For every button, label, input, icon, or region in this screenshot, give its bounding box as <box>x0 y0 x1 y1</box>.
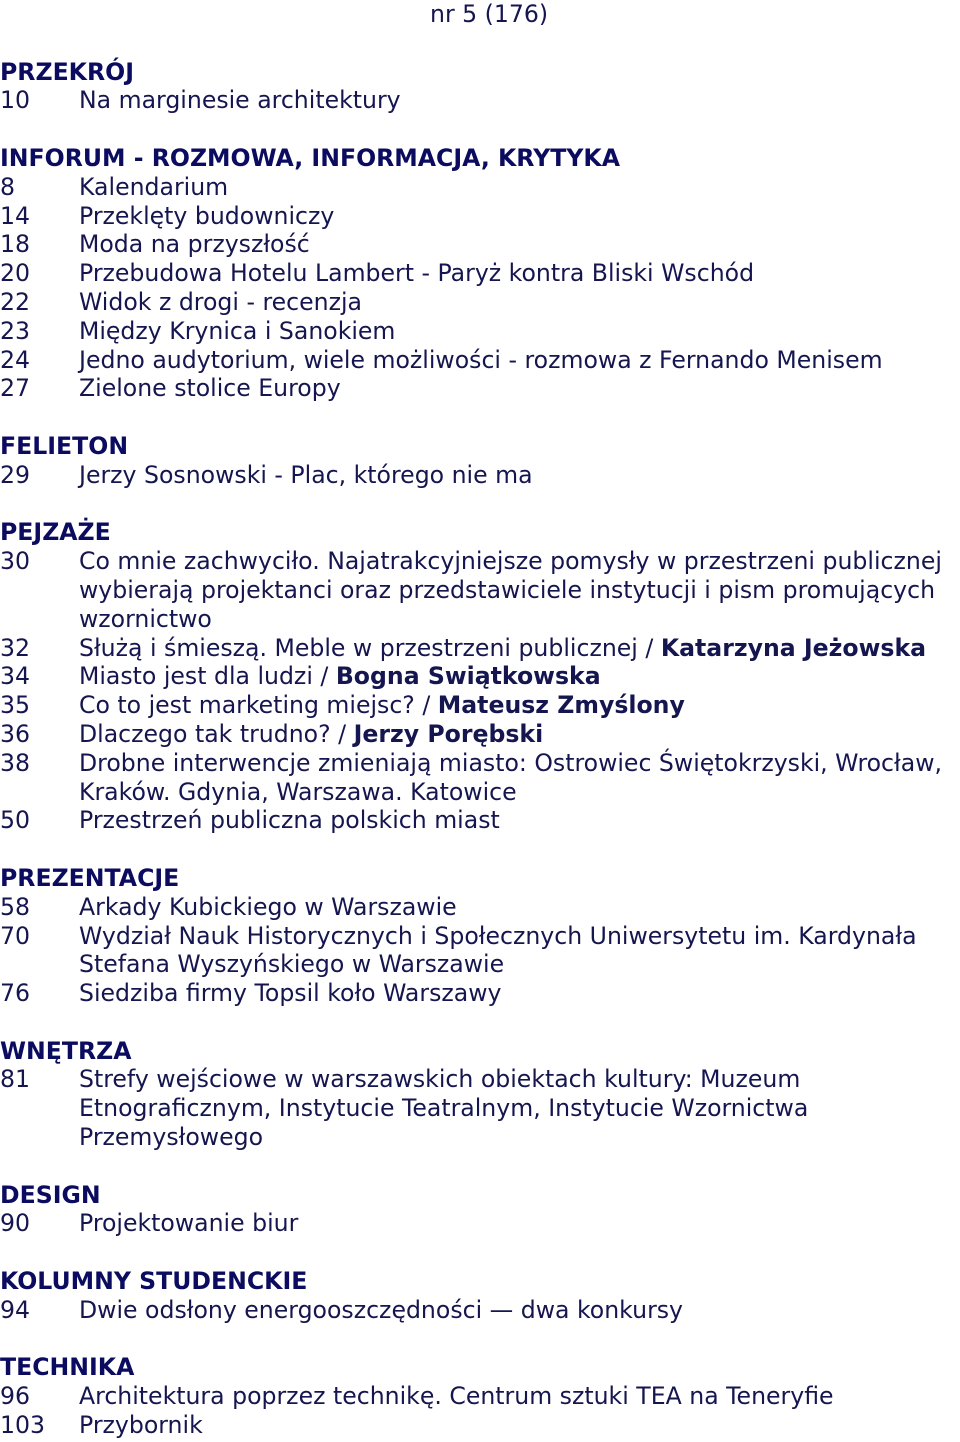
entry-title <box>79 1296 960 1325</box>
issue-number: nr 5 (176) <box>430 0 549 28</box>
entry-title-line <box>79 1382 960 1411</box>
entry-title <box>79 288 960 317</box>
page-number: 70 <box>0 921 31 950</box>
entry-title-text: wybierają projektanci oraz przedstawiciele instytucji i pism promujących <box>79 575 936 604</box>
entry-title-text: Przeklęty budowniczy <box>79 201 335 230</box>
entry-title <box>79 979 960 1008</box>
page-number: 8 <box>0 172 16 201</box>
toc-entry <box>0 259 960 288</box>
page-number: 22 <box>0 287 31 316</box>
entry-title-line <box>79 1296 960 1325</box>
page-number: 90 <box>0 1209 31 1238</box>
toc-section <box>0 58 960 116</box>
section-heading: PEJZAŻE <box>0 518 111 547</box>
entry-title <box>79 922 960 980</box>
entry-title-line <box>79 259 960 288</box>
entry-title-line <box>79 634 960 663</box>
entry-title-line <box>79 806 960 835</box>
entry-title-line <box>79 461 960 490</box>
toc-entry <box>0 634 960 663</box>
entry-title <box>79 634 960 663</box>
toc-section <box>0 144 960 403</box>
page-number: 103 <box>0 1411 46 1440</box>
entry-author: Mateusz Zmyślony <box>437 691 685 720</box>
page-number: 27 <box>0 374 31 403</box>
page-number: 29 <box>0 460 31 489</box>
entry-title-line <box>79 893 960 922</box>
entry-title-text: Przybornik <box>79 1411 203 1440</box>
entry-title-line <box>79 1065 960 1094</box>
page-number: 10 <box>0 86 31 115</box>
entry-title <box>79 1065 960 1151</box>
entry-title-line <box>79 346 960 375</box>
page-number: 38 <box>0 748 31 777</box>
entry-title <box>79 806 960 835</box>
entry-title-text: Widok z drogi - recenzja <box>79 287 362 316</box>
entry-title-text: Wydział Nauk Historycznych i Społecznych Uniwersytetu im. Kardynała <box>79 921 917 950</box>
toc-entry <box>0 662 960 691</box>
page-number: 50 <box>0 806 31 835</box>
toc-entry <box>0 1296 960 1325</box>
toc-entry <box>0 893 960 922</box>
entry-title-text: Architektura poprzez technikę. Centrum sztuki TEA na Teneryfie <box>79 1382 834 1411</box>
entry-title-line <box>79 979 960 1008</box>
toc-entry <box>0 317 960 346</box>
entry-title-text: Moda na przyszłość <box>79 230 310 259</box>
entry-title-text: Kalendarium <box>79 172 229 201</box>
entry-title-text: Służą i śmieszą. Meble w przestrzeni publicznej / <box>79 633 661 662</box>
page-number: 23 <box>0 316 31 345</box>
entry-title <box>79 893 960 922</box>
entry-title <box>79 720 960 749</box>
entry-title-text: Przebudowa Hotelu Lambert - Paryż kontra Bliski Wschód <box>79 259 755 288</box>
entry-title <box>79 1209 960 1238</box>
page-number: 35 <box>0 691 31 720</box>
entry-title-text: Między Krynica i Sanokiem <box>79 316 396 345</box>
entry-title-line <box>79 173 960 202</box>
toc-entry <box>0 806 960 835</box>
entry-title-text: Strefy wejściowe w warszawskich obiektach kultury: Muzeum <box>79 1065 801 1094</box>
entry-title-text: Kraków. Gdynia, Warszawa. Katowice <box>79 777 517 806</box>
entry-title-text: Dwie odsłony energooszczędności — dwa konkursy <box>79 1295 684 1324</box>
toc-section <box>0 1181 960 1239</box>
entry-title-line <box>79 1123 960 1152</box>
entry-title-line <box>79 1094 960 1123</box>
section-heading: PRZEKRÓJ <box>0 57 134 86</box>
page-number: 36 <box>0 719 31 748</box>
entry-title-line <box>79 288 960 317</box>
entry-title-text: Siedziba firmy Topsil koło Warszawy <box>79 979 502 1008</box>
toc-section <box>0 432 960 490</box>
page-number: 18 <box>0 230 31 259</box>
entry-author: Jerzy Porębski <box>353 719 544 748</box>
entry-title-text: Jedno audytorium, wiele możliwości - rozmowa z Fernando Menisem <box>79 345 883 374</box>
page-number: 34 <box>0 662 31 691</box>
toc-entry <box>0 922 960 980</box>
entry-title-text: Przemysłowego <box>79 1123 264 1152</box>
entry-title-text: Dlaczego tak trudno? / <box>79 719 354 748</box>
entry-title-text: Miasto jest dla ludzi / <box>79 662 336 691</box>
entry-title-line <box>79 230 960 259</box>
entry-title-line <box>79 922 960 951</box>
entry-title-line <box>79 374 960 403</box>
section-heading: INFORUM - ROZMOWA, INFORMACJA, KRYTYKA <box>0 143 620 172</box>
entry-title-text: Projektowanie biur <box>79 1209 299 1238</box>
entry-title-line <box>79 662 960 691</box>
entry-title-line <box>79 778 960 807</box>
toc-section <box>0 864 960 1008</box>
toc-entry <box>0 230 960 259</box>
toc-entry <box>0 547 960 633</box>
toc-section <box>0 1267 960 1325</box>
entry-title-text: Jerzy Sosnowski - Plac, którego nie ma <box>79 460 533 489</box>
page-number: 81 <box>0 1065 31 1094</box>
toc-entry <box>0 461 960 490</box>
toc-entry <box>0 1065 960 1151</box>
entry-title-line <box>79 1209 960 1238</box>
page-number: 94 <box>0 1295 31 1324</box>
page-number: 76 <box>0 979 31 1008</box>
entry-title-text: Etnograficznym, Instytucie Teatralnym, Instytucie Wzornictwa <box>79 1094 809 1123</box>
toc-entry <box>0 1411 960 1440</box>
page-number: 20 <box>0 259 31 288</box>
entry-title-text: Stefana Wyszyńskiego w Warszawie <box>79 950 505 979</box>
entry-title-line <box>79 1411 960 1440</box>
entry-title-line <box>79 547 960 576</box>
toc-entry <box>0 1382 960 1411</box>
toc-sections <box>0 58 960 1440</box>
entry-title-line <box>79 749 960 778</box>
entry-title-text: Na marginesie architektury <box>79 86 401 115</box>
toc-entry <box>0 346 960 375</box>
entry-title-line <box>79 950 960 979</box>
entry-title <box>79 259 960 288</box>
toc-entry <box>0 202 960 231</box>
entry-title <box>79 346 960 375</box>
section-heading: TECHNIKA <box>0 1353 135 1382</box>
toc-entry <box>0 1209 960 1238</box>
section-heading: PREZENTACJE <box>0 863 180 892</box>
entry-author: Katarzyna Jeżowska <box>660 633 927 662</box>
entry-title <box>79 173 960 202</box>
entry-title-line <box>79 691 960 720</box>
toc-entry <box>0 749 960 807</box>
section-heading: KOLUMNY STUDENCKIE <box>0 1267 308 1296</box>
entry-title <box>79 86 960 115</box>
entry-title <box>79 461 960 490</box>
entry-title-text: wzornictwo <box>79 604 212 633</box>
page-number: 24 <box>0 345 31 374</box>
entry-title-text: Przestrzeń publiczna polskich miast <box>79 806 500 835</box>
entry-title-text: Co to jest marketing miejsc? / <box>79 691 438 720</box>
entry-title-text: Zielone stolice Europy <box>79 374 341 403</box>
section-heading: WNĘTRZA <box>0 1036 132 1065</box>
page-number: 14 <box>0 201 31 230</box>
entry-title <box>79 662 960 691</box>
page-number: 96 <box>0 1382 31 1411</box>
entry-title-text: Drobne interwencje zmieniają miasto: Ostrowiec Świętokrzyski, Wrocław, <box>79 748 942 777</box>
entry-title <box>79 547 960 633</box>
entry-author: Bogna Swiątkowska <box>335 662 601 691</box>
entry-title <box>79 1382 960 1411</box>
entry-title <box>79 749 960 807</box>
toc-entry <box>0 720 960 749</box>
page-number: 32 <box>0 633 31 662</box>
entry-title-line <box>79 86 960 115</box>
entry-title <box>79 691 960 720</box>
toc-entry <box>0 173 960 202</box>
entry-title-line <box>79 605 960 634</box>
toc-section <box>0 1353 960 1439</box>
entry-title <box>79 374 960 403</box>
page-number: 58 <box>0 892 31 921</box>
entry-title <box>79 202 960 231</box>
toc-section <box>0 518 960 835</box>
entry-title-line <box>79 317 960 346</box>
toc-section <box>0 1037 960 1152</box>
entry-title-line <box>79 576 960 605</box>
entry-title-text: Co mnie zachwyciło. Najatrakcyjniejsze pomysły w przestrzeni publicznej <box>79 547 942 576</box>
entry-title-line <box>79 202 960 231</box>
page-number: 30 <box>0 547 31 576</box>
entry-title-line <box>79 720 960 749</box>
entry-title <box>79 1411 960 1440</box>
toc-entry <box>0 288 960 317</box>
toc-entry <box>0 979 960 1008</box>
entry-title <box>79 230 960 259</box>
toc-entry <box>0 691 960 720</box>
entry-title-text: Arkady Kubickiego w Warszawie <box>79 892 457 921</box>
entry-title <box>79 317 960 346</box>
toc-entry <box>0 374 960 403</box>
section-heading: DESIGN <box>0 1180 101 1209</box>
toc-entry <box>0 86 960 115</box>
section-heading: FELIETON <box>0 431 129 460</box>
